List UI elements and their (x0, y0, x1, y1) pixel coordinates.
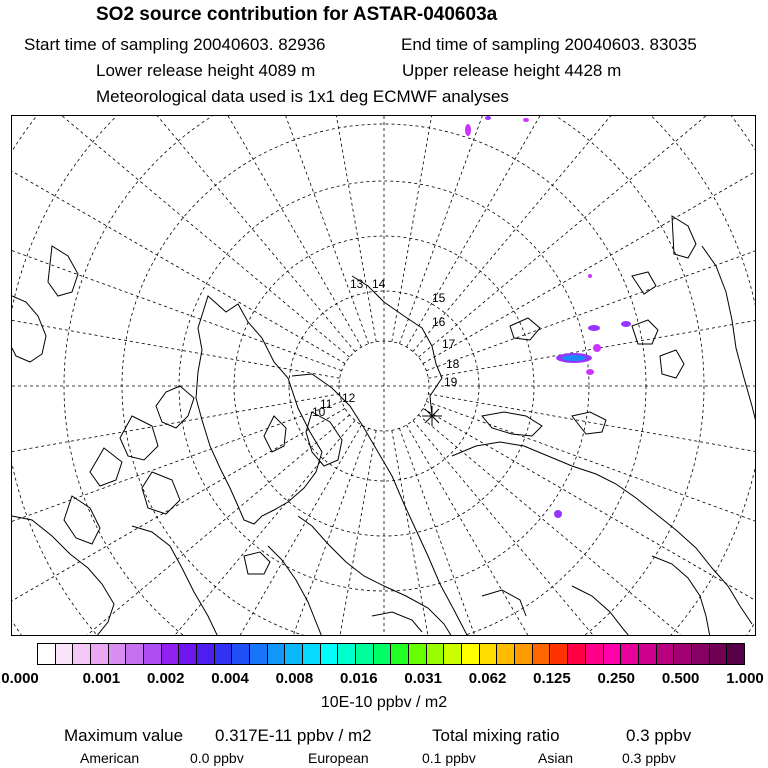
meridian-5 (413, 420, 756, 636)
colorbar-cell-5 (126, 644, 144, 664)
colorbar-cell-36 (674, 644, 692, 664)
colorbar-cell-24 (462, 644, 480, 664)
trajectory-line (352, 276, 442, 416)
meridian-22 (12, 116, 350, 357)
plume-overlay (465, 116, 631, 518)
trajectory-labels (312, 277, 460, 419)
colorbar-cell-10 (215, 644, 233, 664)
coastline-greenland (196, 296, 322, 524)
meridian-14 (12, 415, 350, 636)
track-label-4: 17 (442, 337, 456, 351)
meridian-19 (12, 247, 340, 378)
plume-blob-1 (485, 116, 491, 120)
colorbar-cell-14 (285, 644, 303, 664)
coastline-alaska (12, 246, 78, 362)
colorbar-cell-19 (374, 644, 392, 664)
meridian-32 (418, 116, 756, 357)
colorbar-tick-1: 0.001 (82, 670, 121, 687)
coastline-north-america (12, 496, 218, 636)
coastline-canadian-islands (90, 386, 194, 514)
colorbar-tick-10: 0.500 (661, 670, 700, 687)
max-value-label: Maximum value (64, 726, 184, 745)
colorbar-cell-6 (144, 644, 162, 664)
colorbar-cell-17 (338, 644, 356, 664)
colorbar-cell-32 (604, 644, 622, 664)
track-label-7: 10 (312, 405, 326, 419)
colorbar-tick-0: 0.000 (1, 670, 39, 687)
meridian-8 (392, 430, 523, 636)
meridian-15 (12, 409, 345, 637)
colorbar-cell-31 (586, 644, 604, 664)
colorbar-cell-9 (197, 644, 215, 664)
meridian-25 (110, 116, 368, 344)
colorbar-cell-15 (303, 644, 321, 664)
colorbar-cell-25 (480, 644, 498, 664)
coastline-middle-east (572, 556, 710, 636)
meridian-34 (426, 116, 756, 371)
trajectory-track (352, 276, 442, 426)
track-label-6: 19 (444, 375, 458, 389)
colorbar-cell-33 (621, 644, 639, 664)
map-panel[interactable] (11, 115, 756, 636)
meridian-35 (428, 247, 756, 378)
plume-blob-9 (554, 510, 562, 518)
american-label: American (80, 750, 140, 766)
plume-blob-0 (465, 124, 471, 136)
colorbar-tick-4: 0.008 (275, 670, 314, 687)
colorbar-cell-26 (497, 644, 515, 664)
colorbar-cell-11 (232, 644, 250, 664)
release-point-marker (422, 406, 442, 426)
colorbar-cell-23 (444, 644, 462, 664)
colorbar-cell-16 (321, 644, 339, 664)
colorbar-cell-27 (515, 644, 533, 664)
upper-height-label: Upper release height 4428 m (402, 61, 622, 80)
plume-blob-3 (588, 325, 600, 331)
plume-blob-8 (586, 369, 594, 375)
meridian-24 (12, 116, 362, 347)
asian-label: Asian (538, 750, 574, 766)
coastline-kamchatka (672, 216, 756, 426)
coastline-asia (452, 412, 752, 624)
meridian-3 (423, 409, 756, 637)
start-time-label: Start time of sampling 20040603. 82936 (24, 35, 326, 54)
total-mixing-value: 0.3 ppbv (626, 726, 692, 745)
colorbar-cell-30 (568, 644, 586, 664)
colorbar-cell-8 (179, 644, 197, 664)
colorbar-cell-39 (727, 644, 744, 664)
american-value: 0.0 ppbv (190, 750, 244, 766)
european-value: 0.1 ppbv (422, 750, 476, 766)
map-canvas (12, 116, 756, 636)
colorbar-cell-38 (710, 644, 728, 664)
total-mixing-label: Total mixing ratio (432, 726, 560, 745)
track-label-3: 16 (432, 315, 446, 329)
meridian-16 (12, 401, 342, 636)
coastline-siberia-islands (510, 272, 684, 378)
track-label-9: 12 (342, 391, 356, 405)
colorbar (37, 643, 745, 665)
meridian-31 (413, 116, 756, 352)
colorbar-tick-3: 0.004 (211, 670, 249, 687)
meridian-10 (245, 430, 376, 636)
track-label-5: 18 (446, 357, 460, 371)
colorbar-tick-8: 0.125 (533, 670, 571, 687)
colorbar-cell-35 (657, 644, 675, 664)
coastline-iceland (244, 552, 270, 574)
colorbar-cell-34 (639, 644, 657, 664)
colorbar-cell-3 (91, 644, 109, 664)
european-label: European (308, 750, 369, 766)
colorbar-cell-12 (250, 644, 268, 664)
colorbar-cell-13 (268, 644, 286, 664)
colorbar-cell-18 (356, 644, 374, 664)
meridian-17 (12, 394, 340, 525)
lower-height-label: Lower release height 4089 m (96, 61, 316, 80)
colorbar-tick-2: 0.002 (146, 670, 185, 687)
plume-blob-7 (593, 344, 601, 352)
meridian-26 (245, 116, 376, 342)
meridian-28 (392, 116, 523, 342)
track-label-0: 13 (350, 277, 364, 291)
track-label-1: 14 (372, 277, 386, 291)
track-label-8: 11 (320, 397, 333, 411)
coastline-europe (264, 374, 468, 636)
meridian-30 (407, 116, 757, 347)
plume-blob-2 (523, 118, 529, 122)
colorbar-cell-1 (56, 644, 74, 664)
colorbar-cell-20 (391, 644, 409, 664)
colorbar-cell-2 (73, 644, 91, 664)
meridian-13 (12, 420, 355, 636)
met-data-label: Meteorological data used is 1x1 deg ECMWF analyses (96, 87, 509, 106)
colorbar-cell-4 (109, 644, 127, 664)
track-label-2: 15 (432, 291, 446, 305)
meridian-29 (399, 116, 657, 344)
colorbar-tick-5: 0.016 (340, 670, 378, 687)
plume-blob-10 (588, 274, 592, 278)
colorbar-tick-6: 0.031 (404, 670, 442, 687)
coastline-mediterranean (372, 590, 526, 632)
colorbar-unit: 10E-10 ppbv / m2 (320, 694, 448, 711)
colorbar-cell-21 (409, 644, 427, 664)
colorbar-tick-7: 0.062 (468, 670, 507, 687)
colorbar-cell-0 (38, 644, 56, 664)
asian-value: 0.3 ppbv (622, 750, 676, 766)
plume-blob-6 (562, 355, 586, 361)
colorbar-cell-37 (692, 644, 710, 664)
plume-blob-4 (621, 321, 631, 327)
colorbar-cell-28 (533, 644, 551, 664)
meridian-4 (418, 415, 756, 636)
page-title: SO2 source contribution for ASTAR-040603a (96, 4, 498, 25)
graticule (12, 116, 756, 636)
end-time-label: End time of sampling 20040603. 83035 (401, 35, 697, 54)
colorbar-tick-9: 0.250 (597, 670, 636, 687)
meridian-21 (12, 116, 345, 364)
colorbar-cell-7 (162, 644, 180, 664)
max-value: 0.317E-11 ppbv / m2 (215, 726, 372, 745)
colorbar-cell-29 (550, 644, 568, 664)
meridian-6 (407, 425, 757, 636)
meridian-23 (12, 116, 355, 352)
meridian-20 (12, 116, 342, 371)
colorbar-tick-11: 1.000 (726, 670, 764, 687)
meridian-2 (426, 401, 756, 636)
colorbar-cell-22 (427, 644, 445, 664)
